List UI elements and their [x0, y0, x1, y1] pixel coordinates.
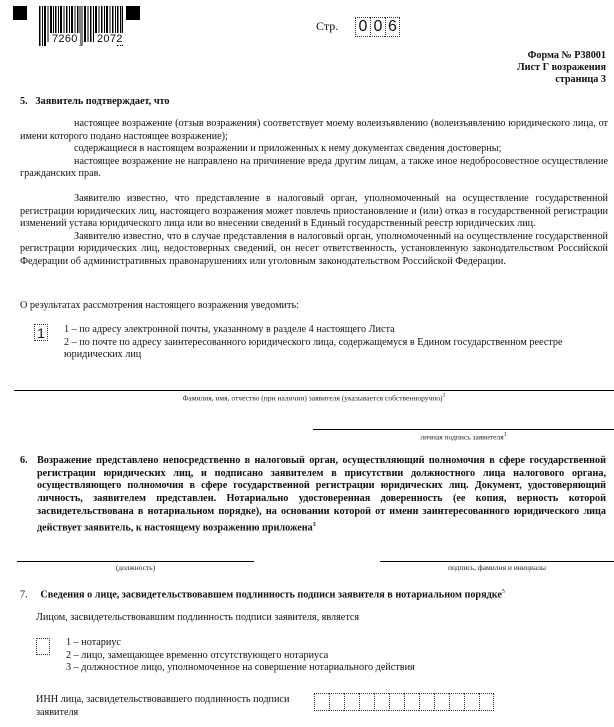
page-digit-cell: 6	[385, 17, 400, 37]
notify-label: О результатах рассмотрения настоящего возражения уведомить:	[20, 300, 299, 311]
marker-square-right	[126, 6, 140, 20]
official-position-caption: (должность)	[115, 563, 156, 572]
witness-type-cell	[36, 638, 50, 655]
notify-option: 1 – по адресу электронной почты, указанному в разделе 4 настоящего Листа	[64, 324, 395, 335]
inn-digit-cell	[329, 693, 344, 711]
inn-digit-cell	[359, 693, 374, 711]
page-digit-cell: 0	[355, 17, 370, 37]
applicant-name-line[interactable]	[14, 390, 614, 391]
sheet-page: страница 3	[555, 74, 606, 85]
witness-type-field[interactable]	[36, 638, 50, 655]
section-5-number: 5.	[20, 96, 28, 107]
witness-option: 2 – лицо, замещающее временно отсутствующего нотариуса	[66, 649, 329, 661]
form-id	[517, 50, 606, 86]
footnote-ref: 1	[503, 432, 507, 438]
witness-option: 3 – должностное лицо, уполномоченное на совершение нотариального действия	[66, 662, 415, 674]
page-digit-cell: 0	[370, 17, 385, 37]
inn-digit-cell	[419, 693, 434, 711]
section-6-number: 6.	[20, 455, 28, 466]
footnote-ref: 3	[312, 521, 316, 528]
page-label: Стр.	[316, 19, 339, 33]
section-7-heading	[20, 589, 505, 600]
inn-digit-cell	[404, 693, 419, 711]
inn-digit-cell	[464, 693, 479, 711]
footnote-ref: 1	[442, 393, 446, 399]
inn-digit-cell	[434, 693, 449, 711]
inn-digit-cell	[479, 693, 494, 711]
section-5-warnings	[20, 193, 608, 269]
official-signature-caption: подпись, фамилия и инициалы	[447, 563, 547, 572]
confirmation-item: настоящее возражение (отзыв возражения) соответствует моему волеизъявлению (волеизъявлению юридического лица, от имени которого подано настоящее возражение);	[20, 118, 608, 142]
section-7-number: 7.	[20, 589, 28, 601]
inn-digit-cell	[344, 693, 359, 711]
inn-digit-cell	[374, 693, 389, 711]
section-5-heading	[20, 96, 170, 107]
inn-label: ИНН лица, засвидетельствовавшего подлинность подписи заявителя	[36, 694, 290, 718]
section-6-statement: Возражение представлено непосредственно в налоговый орган, осуществляющий полномочия в сфере государственной регистрации юридических лиц, и подписано заявителем в присутствии должностного лица налогового органа, осуществляющего полномочия в сфере государственной регистрации юридических лиц. Документ, удостоверяющий личность, заявителем представлен. Нотариально удостоверенная доверенность (ее копия, верность которой засвидетельствована в нотариальном порядке), на основании которой от имени заинтересованного юридического лица действует заявитель, к настоящему возражению приложена	[37, 455, 606, 533]
applicant-signature-caption	[313, 432, 614, 442]
warning-paragraph: Заявителю известно, что в случае представления в налоговый орган, уполномоченный на осуществление государственной регистрации юридических лиц, недостоверных сведений, он несет ответственность, установленную законодательством Российской Федерации об административных правонарушениях или уголовным законодательством Российской Федерации.	[20, 230, 608, 267]
confirmation-item: содержащиеся в настоящем возражении и приложенных к нему документах сведения достоверны;	[74, 143, 502, 155]
footnote-ref: 5	[501, 589, 505, 595]
inn-digit-cell	[389, 693, 404, 711]
notify-choice-field[interactable]	[34, 324, 48, 341]
section-6-text	[37, 455, 606, 535]
page-number-field[interactable]	[355, 17, 400, 37]
section-5-title: Заявитель подтверждает, что	[35, 96, 170, 107]
section-7-title: Сведения о лице, засвидетельствовавшем подлинность подписи заявителя в нотариальном порядке	[40, 589, 502, 601]
applicant-signature-line[interactable]	[313, 429, 614, 430]
form-number: Форма № Р38001	[527, 50, 606, 61]
inn-field[interactable]	[314, 693, 494, 711]
official-signature-line[interactable]	[380, 561, 614, 562]
barcode-number-1: 7260	[52, 33, 78, 45]
inn-digit-cell	[314, 693, 329, 711]
sheet-name: Лист Г возражения	[517, 62, 606, 73]
applicant-name-caption-text: Фамилия, имя, отчество (при наличии) заявителя (указывается собственноручно)	[182, 393, 443, 403]
witness-options	[66, 637, 415, 675]
barcode-number-2: 2072	[97, 33, 123, 45]
witness-option: 1 – нотариус	[66, 637, 121, 648]
notify-options	[64, 324, 594, 362]
notify-choice-cell: 1	[34, 324, 48, 341]
official-position-line[interactable]	[17, 561, 254, 562]
notify-option: 2 – по почте по адресу заинтересованного юридического лица, содержащемуся в Едином государственном реестре юридических лиц	[64, 336, 563, 361]
applicant-signature-caption-text: личная подпись заявителя	[420, 432, 504, 442]
applicant-name-caption	[14, 393, 614, 403]
witness-label: Лицом, засвидетельствовавшим подлинность подписи заявителя, является	[36, 612, 360, 623]
inn-digit-cell	[449, 693, 464, 711]
warning-paragraph: Заявителю известно, что представление в налоговый орган, уполномоченный на осуществление государственной регистрации юридических лиц, настоящего возражения может повлечь приостановление и (или) отказ в государственной регистрации изменений устава юридического лица или во внесении сведений в Единый государственный реестр юридических лиц.	[20, 193, 608, 230]
marker-square-left	[13, 6, 27, 20]
confirmation-item: настоящее возражение не направлено на причинение вреда другим лицам, а также иное недобросовестное осуществление гражданских прав.	[20, 155, 608, 180]
section-5-confirmations	[20, 118, 608, 181]
